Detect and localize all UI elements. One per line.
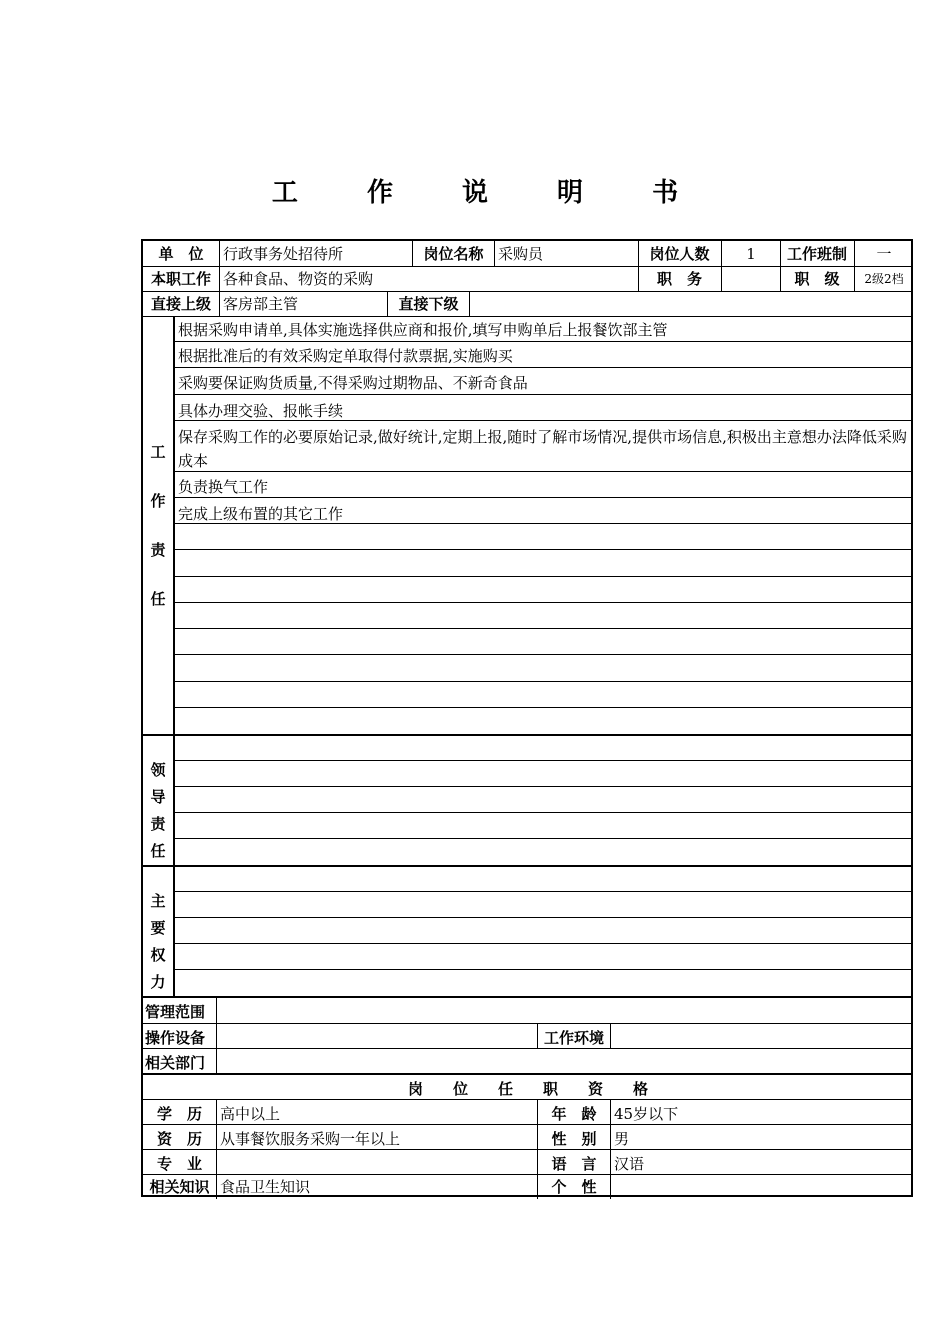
leadership-label-char: 导 bbox=[150, 788, 166, 806]
responsibilities-label-char: 任 bbox=[150, 590, 166, 608]
job-label: 本职工作 bbox=[150, 269, 211, 288]
equipment-label: 操作设备 bbox=[145, 1028, 206, 1047]
qualifications-heading: 岗 位 任 职 资 格 bbox=[407, 1080, 648, 1098]
gender-value: 男 bbox=[614, 1129, 630, 1148]
related-dept-value bbox=[217, 1050, 910, 1075]
environment-label: 工作环境 bbox=[543, 1028, 604, 1047]
leadership-label bbox=[143, 759, 173, 861]
authority-label-char: 力 bbox=[150, 973, 166, 991]
duty-item: 采购要保证购货质量,不得采购过期物品、不新奇食品 bbox=[178, 374, 528, 392]
headcount-label: 岗位人数 bbox=[649, 244, 710, 263]
leadership-label-char: 领 bbox=[150, 761, 166, 779]
authority-label-char: 权 bbox=[150, 946, 166, 964]
major-value bbox=[217, 1151, 538, 1176]
authority-label bbox=[143, 890, 173, 992]
responsibilities-label-char: 责 bbox=[150, 541, 166, 559]
duty-item: 完成上级布置的其它工作 bbox=[178, 505, 344, 523]
gender-label: 性 别 bbox=[551, 1129, 597, 1148]
leadership-label-char: 任 bbox=[150, 842, 166, 860]
education-label: 学 历 bbox=[156, 1104, 202, 1123]
knowledge-label: 相关知识 bbox=[149, 1178, 210, 1196]
job-description-form bbox=[141, 239, 913, 1197]
management-scope-value bbox=[217, 999, 910, 1024]
page-title: 工 作 说 明 书 bbox=[271, 178, 709, 208]
superior-value: 客房部主管 bbox=[223, 294, 299, 313]
unit-label: 单 位 bbox=[158, 244, 204, 263]
job-value: 各种食品、物资的采购 bbox=[223, 269, 374, 288]
personality-label: 个 性 bbox=[551, 1178, 597, 1196]
authority-label-char: 要 bbox=[150, 919, 166, 937]
responsibilities-label bbox=[143, 441, 173, 609]
duty-item: 保存采购工作的必要原始记录,做好统计,定期上报,随时了解市场情况,提供市场信息,积极出主意想办法降低采购成本 bbox=[178, 428, 907, 470]
education-value: 高中以上 bbox=[220, 1104, 281, 1123]
age-label: 年 龄 bbox=[551, 1104, 597, 1123]
knowledge-value: 食品卫生知识 bbox=[220, 1178, 311, 1196]
personality-value bbox=[611, 1175, 914, 1199]
authority-label-char: 主 bbox=[150, 892, 166, 910]
duty-title-value bbox=[722, 266, 783, 291]
management-scope-label: 管理范围 bbox=[145, 1002, 206, 1021]
position-name-value: 采购员 bbox=[498, 244, 544, 263]
superior-label: 直接上级 bbox=[150, 294, 211, 313]
major-label: 专 业 bbox=[156, 1154, 202, 1173]
age-value: 45岁以下 bbox=[614, 1104, 679, 1123]
environment-value bbox=[611, 1025, 914, 1050]
headcount-value: 1 bbox=[746, 244, 756, 263]
duty-item: 根据批准后的有效采购定单取得付款票据,实施购买 bbox=[178, 347, 513, 365]
shift-label: 工作班制 bbox=[786, 244, 847, 263]
grade-value: 2级2档 bbox=[864, 271, 904, 286]
duty-item: 根据采购申请单,具体实施选择供应商和报价,填写申购单后上报餐饮部主管 bbox=[178, 321, 668, 339]
grade-label: 职 级 bbox=[794, 269, 840, 288]
language-value: 汉语 bbox=[614, 1154, 645, 1173]
subordinate-label: 直接下级 bbox=[398, 294, 459, 313]
related-dept-label: 相关部门 bbox=[145, 1053, 206, 1072]
position-name-label: 岗位名称 bbox=[423, 244, 484, 263]
responsibilities-label-char: 作 bbox=[150, 492, 166, 510]
duty-item: 负责换气工作 bbox=[178, 478, 269, 496]
equipment-value bbox=[217, 1025, 540, 1050]
duty-item: 具体办理交验、报帐手续 bbox=[178, 402, 344, 420]
duty-title-label: 职 务 bbox=[656, 269, 702, 288]
experience-label: 资 历 bbox=[156, 1129, 202, 1148]
shift-value: 一 bbox=[876, 244, 892, 263]
language-label: 语 言 bbox=[551, 1154, 597, 1173]
subordinate-value bbox=[470, 291, 913, 316]
experience-value: 从事餐饮服务采购一年以上 bbox=[220, 1129, 401, 1148]
unit-value: 行政事务处招待所 bbox=[223, 244, 344, 263]
leadership-label-char: 责 bbox=[150, 815, 166, 833]
responsibilities-label-char: 工 bbox=[150, 443, 166, 461]
